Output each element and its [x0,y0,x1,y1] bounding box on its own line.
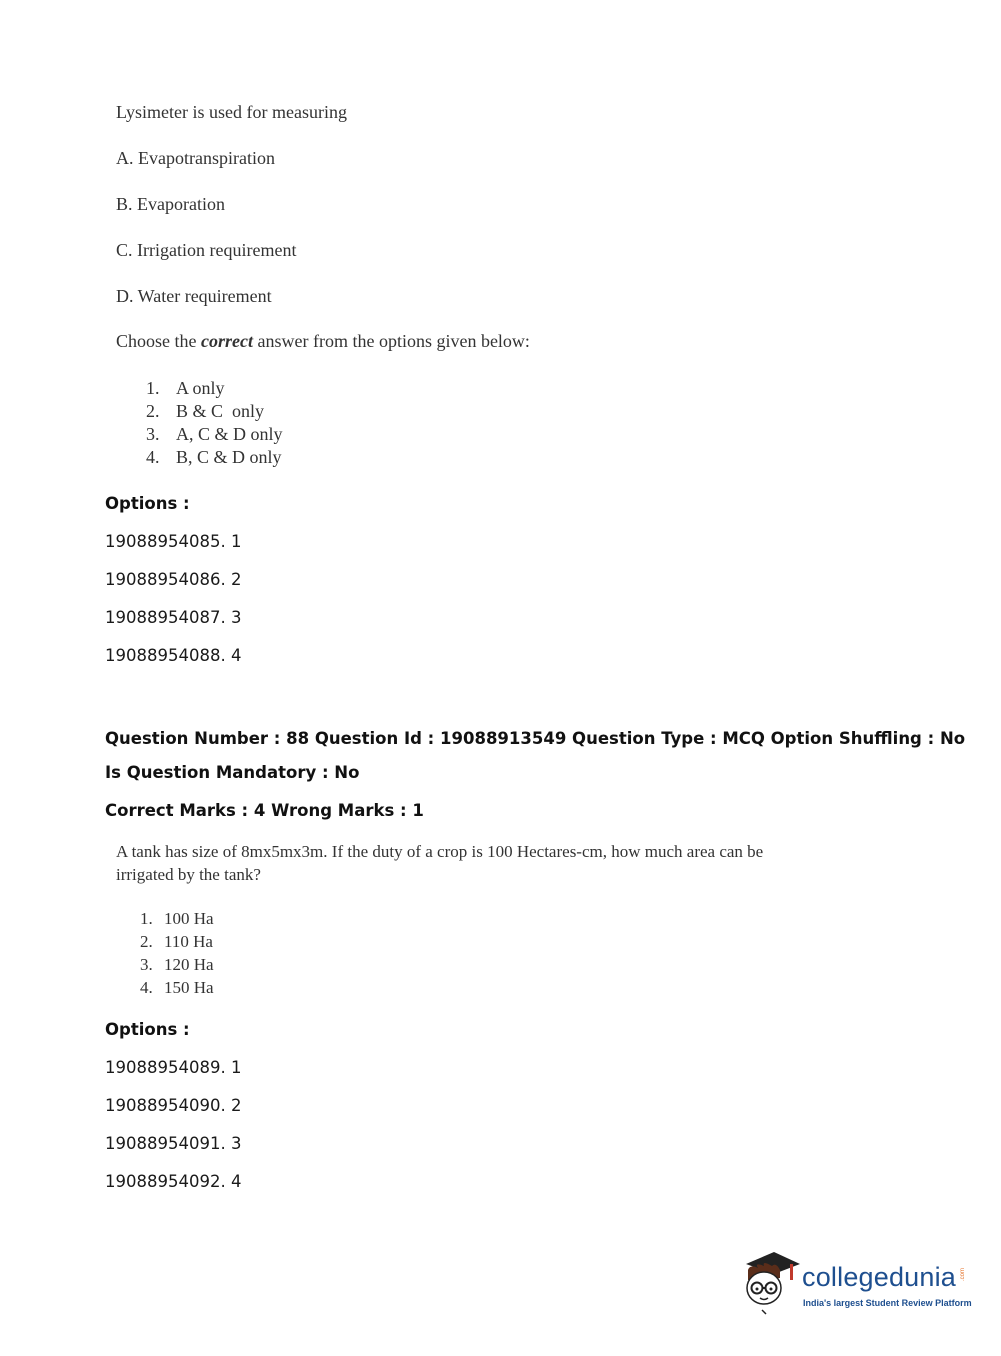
question1-statement-d: D. Water requirement [116,286,272,306]
choice-number: 2. [146,401,160,421]
question2-stem [116,840,763,886]
choice-text: 150 Ha [164,978,214,997]
question2-meta-line3: Correct Marks : 4 Wrong Marks : 1 [105,801,424,820]
list-item [140,907,214,930]
question1-statement-c: C. Irrigation requirement [116,240,297,260]
question1-options-label: Options : [105,494,190,513]
list-item [140,930,214,953]
question2-meta-line2: Is Question Mandatory : No [105,763,360,782]
question2-option-1: 19088954089. 1 [105,1058,242,1077]
question2-meta-line1: Question Number : 88 Question Id : 19088913549 Question Type : MCQ Option Shuffling : No [105,729,966,748]
question2-option-2: 19088954090. 2 [105,1096,242,1115]
choice-number: 4. [146,447,160,467]
instruction-suffix: answer from the options given below: [252,331,530,351]
list-item [146,400,283,423]
choice-number: 3. [146,424,160,444]
choice-text: B, C & D only [176,447,282,467]
stem-line-2: irrigated by the tank? [116,865,261,884]
choice-text: A only [176,378,225,398]
list-item [146,446,283,469]
list-item [140,976,214,999]
choice-text: 100 Ha [164,909,214,928]
choice-text: B & C only [176,401,265,421]
instruction-prefix: Choose the [116,331,201,351]
question2-option-4: 19088954092. 4 [105,1172,242,1191]
choice-text: A, C & D only [176,424,283,444]
question1-choice-list [146,377,283,469]
question1-stem: Lysimeter is used for measuring [116,102,347,122]
logo-domain: .com [960,1268,966,1282]
question1-option-3: 19088954087. 3 [105,608,242,627]
choice-number: 4. [140,978,153,997]
collegedunia-logo [740,1248,970,1318]
question1-option-1: 19088954085. 1 [105,532,242,551]
question1-statement-b: B. Evaporation [116,194,225,214]
question2-choice-list [140,907,214,999]
choice-number: 1. [146,378,160,398]
choice-text: 110 Ha [164,932,213,951]
instruction-emphasis: correct [201,331,253,351]
logo-tagline: India's largest Student Review Platform [803,1298,972,1308]
question2-option-3: 19088954091. 3 [105,1134,242,1153]
choice-text: 120 Ha [164,955,214,974]
list-item [146,377,283,400]
choice-number: 3. [140,955,153,974]
question1-statement-a: A. Evapotranspiration [116,148,275,168]
choice-number: 1. [140,909,153,928]
logo-wordmark: collegedunia [802,1262,957,1292]
student-mascot-icon [740,1248,802,1316]
question1-option-4: 19088954088. 4 [105,646,242,665]
choice-number: 2. [140,932,153,951]
stem-line-1: A tank has size of 8mx5mx3m. If the duty of a crop is 100 Hectares-cm, how much area can be [116,842,764,861]
question2-options-label: Options : [105,1020,190,1039]
question1-option-2: 19088954086. 2 [105,570,242,589]
list-item [140,953,214,976]
question1-instruction [116,331,530,352]
list-item [146,423,283,446]
